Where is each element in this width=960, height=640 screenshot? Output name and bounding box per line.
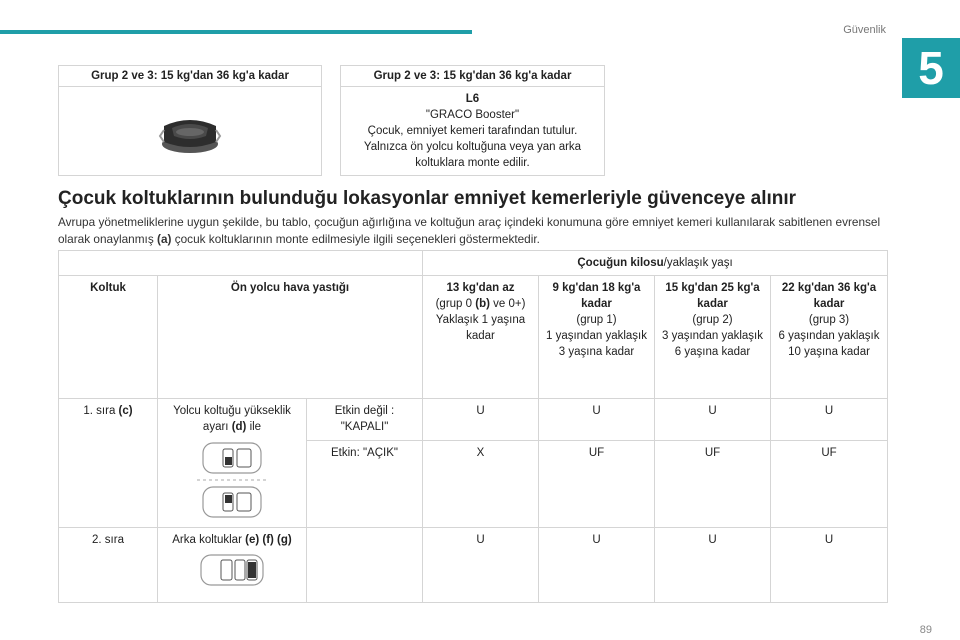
- weight-header-rest: /yaklaşık yaşı: [663, 257, 733, 269]
- booster-image-cell: [59, 87, 322, 176]
- group1-title: 9 kg'dan 18 kg'a kadar: [552, 282, 641, 310]
- group0-sub-b: (b): [475, 298, 490, 310]
- col-header-seat: Koltuk: [59, 276, 158, 399]
- col-header-airbag: Ön yolcu hava yastığı: [158, 276, 423, 399]
- row2-seat-cell: [158, 528, 307, 603]
- group0-sub-a: (grup 0: [435, 298, 476, 310]
- row1-label: [59, 399, 158, 528]
- page-title: Çocuk koltuklarının bulunduğu lokasyonlar emniyet kemerleriyle güvenceye alınır: [58, 188, 797, 209]
- group-header-right: Grup 2 ve 3: 15 kg'dan 36 kg'a kadar: [341, 66, 605, 87]
- col-header-group2: [655, 276, 771, 399]
- table-row: [59, 276, 888, 399]
- table-row: [59, 251, 888, 276]
- child-seat-table: [58, 250, 888, 603]
- seat-code: L6: [465, 93, 480, 105]
- row2-seat-text: [162, 532, 302, 548]
- seat-description-1: Çocuk, emniyet kemeri tarafından tutulur.: [367, 125, 578, 137]
- table-row: [59, 399, 888, 441]
- intro-ref-a: (a): [157, 232, 172, 246]
- seat-model-name: "GRACO Booster": [425, 109, 520, 121]
- row1-seat-cell: [158, 399, 307, 528]
- chapter-number: 5: [902, 38, 960, 98]
- row2-seat-a: Arka koltuklar: [172, 534, 246, 546]
- row2-value-1: U: [539, 528, 655, 603]
- row1a-value-1: U: [539, 399, 655, 441]
- row1a-value-0: U: [423, 399, 539, 441]
- row1-label-text: 1. sıra: [83, 405, 119, 417]
- table-cell-empty: [307, 528, 423, 603]
- weight-header: [423, 251, 888, 276]
- group2-group: (grup 2): [692, 314, 733, 326]
- group-header-left: Grup 2 ve 3: 15 kg'dan 36 kg'a kadar: [59, 66, 322, 87]
- group3-title: 22 kg'dan 36 kg'a kadar: [781, 282, 877, 310]
- group1-age: 1 yaşından yaklaşık 3 yaşına kadar: [545, 330, 647, 358]
- group0-sub-c: ve 0+): [489, 298, 526, 310]
- row1-seat-a: Yolcu koltuğu yükseklik ayarı: [173, 405, 291, 433]
- car-rear-seat-icon: [197, 552, 267, 588]
- table-row: [59, 528, 888, 603]
- group-table-right: [340, 65, 605, 176]
- page-number: 89: [919, 624, 932, 636]
- row1a-value-3: U: [771, 399, 888, 441]
- row1a-airbag: Etkin değil : "KAPALI": [307, 399, 423, 441]
- row1a-value-2: U: [655, 399, 771, 441]
- table-cell-empty: [59, 251, 423, 276]
- group2-age: 3 yaşından yaklaşık 6 yaşına kadar: [661, 330, 763, 358]
- col-header-group3: [771, 276, 888, 399]
- row2-value-0: U: [423, 528, 539, 603]
- intro-text-end: çocuk koltuklarının monte edilmesiyle ilgili seçenekleri göstermektedir.: [171, 232, 540, 246]
- row1-label-ref: (c): [118, 405, 133, 417]
- row1b-value-3: UF: [771, 441, 888, 528]
- group0-title: 13 kg'dan az: [446, 282, 515, 294]
- group0-age: Yaklaşık 1 yaşına kadar: [435, 314, 526, 342]
- row2-seat-b: (e) (f) (g): [245, 534, 292, 546]
- col-header-group1: [539, 276, 655, 399]
- row1-seat-text: [162, 403, 302, 435]
- weight-header-bold: Çocuğun kilosu: [577, 257, 664, 269]
- seat-description-2: Yalnızca ön yolcu koltuğuna veya yan arka koltuklara monte edilir.: [363, 141, 582, 169]
- row2-value-2: U: [655, 528, 771, 603]
- group-table-left: [58, 65, 322, 176]
- group3-age: 6 yaşından yaklaşık 10 yaşına kadar: [778, 330, 880, 358]
- row1b-value-0: X: [423, 441, 539, 528]
- group1-group: (grup 1): [576, 314, 617, 326]
- intro-paragraph: [58, 214, 888, 248]
- row1b-value-1: UF: [539, 441, 655, 528]
- row1-seat-c: ile: [246, 421, 262, 433]
- row1b-airbag: Etkin: "AÇIK": [307, 441, 423, 528]
- row2-value-3: U: [771, 528, 888, 603]
- group0-subtitle: [427, 296, 534, 312]
- group2-title: 15 kg'dan 25 kg'a kadar: [665, 282, 760, 310]
- col-header-group0: [423, 276, 539, 399]
- row1-seat-b: (d): [231, 421, 247, 433]
- booster-description-cell: [341, 87, 605, 176]
- section-title: Güvenlik: [843, 24, 886, 36]
- row1b-value-2: UF: [655, 441, 771, 528]
- booster-seat-icon: [158, 106, 222, 156]
- car-front-seat-icon: [197, 439, 267, 523]
- header-accent-bar: [0, 30, 472, 34]
- intro-text: Avrupa yönetmeliklerine uygun şekilde, bu tablo, çocuğun ağırlığına ve koltuğun araç içindeki konumuna göre emniyet kemeri kullanılarak sabitlenen evrensel olarak onaylanmış: [58, 215, 881, 246]
- row2-label: 2. sıra: [59, 528, 158, 603]
- group3-group: (grup 3): [808, 314, 850, 326]
